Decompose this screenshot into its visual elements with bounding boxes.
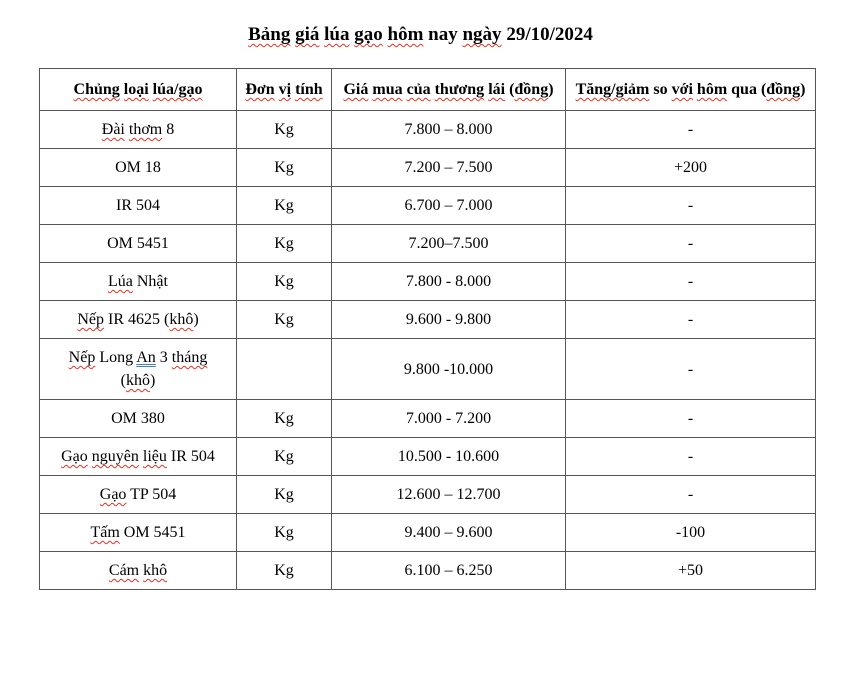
spellcheck-wavy-underline: thơm	[128, 121, 163, 138]
table-row	[40, 301, 816, 339]
spellcheck-wavy-underline: đồng	[514, 81, 549, 98]
unit-cell: Kg	[237, 149, 332, 187]
price-cell: 6.700 – 7.000	[332, 187, 566, 225]
spellcheck-wavy-underline: Nếp	[68, 349, 96, 366]
table-row	[40, 552, 816, 590]
spellcheck-wavy-underline: Tăng/giảm	[575, 81, 650, 98]
unit-cell: Kg	[237, 514, 332, 552]
row-name-cell: Gạo TP 504	[40, 476, 237, 514]
spellcheck-wavy-underline: gạo	[354, 24, 383, 45]
table-row	[40, 149, 816, 187]
row-name-cell: Lúa Nhật	[40, 263, 237, 301]
change-cell: +50	[566, 552, 816, 590]
column-header-change: Tăng/giảm so với hôm qua (đồng)	[566, 69, 816, 111]
unit-cell: Kg	[237, 400, 332, 438]
table-row	[40, 400, 816, 438]
row-name-cell: OM 380	[40, 400, 237, 438]
table-row	[40, 187, 816, 225]
spellcheck-wavy-underline: giá	[295, 24, 320, 45]
spellcheck-wavy-underline: tháng	[171, 349, 208, 366]
row-name-cell: Tấm OM 5451	[40, 514, 237, 552]
spellcheck-wavy-underline: loại	[123, 81, 149, 98]
spellcheck-wavy-underline: hôm	[387, 24, 424, 45]
table-row	[40, 476, 816, 514]
row-name-cell: Nếp IR 4625 (khô)	[40, 301, 237, 339]
change-cell: -	[566, 438, 816, 476]
change-cell: -100	[566, 514, 816, 552]
spellcheck-wavy-underline: Đài	[101, 121, 125, 138]
spellcheck-wavy-underline: Chủng	[73, 81, 120, 98]
spellcheck-wavy-underline: với	[671, 81, 693, 98]
spellcheck-wavy-underline: Nếp	[77, 311, 104, 328]
price-table	[39, 68, 816, 590]
spellcheck-wavy-underline: Gạo	[61, 448, 88, 465]
unit-cell: Kg	[237, 263, 332, 301]
spellcheck-wavy-underline: Tấm	[90, 524, 120, 541]
spellcheck-wavy-underline: khô	[126, 372, 150, 389]
spellcheck-wavy-underline: Bảng	[248, 24, 291, 45]
table-row	[40, 514, 816, 552]
table-row	[40, 339, 816, 400]
price-cell: 6.100 – 6.250	[332, 552, 566, 590]
spellcheck-wavy-underline: ngày	[462, 24, 502, 45]
change-cell: -	[566, 187, 816, 225]
spellcheck-wavy-underline: lái	[488, 81, 506, 98]
change-cell: -	[566, 476, 816, 514]
spellcheck-wavy-underline: lúa/gạo	[152, 81, 203, 98]
spellcheck-wavy-underline: thương	[434, 81, 485, 98]
price-cell: 7.200–7.500	[332, 225, 566, 263]
table-row	[40, 263, 816, 301]
spellcheck-wavy-underline: Giá	[343, 81, 369, 98]
change-cell: -	[566, 400, 816, 438]
unit-cell: Kg	[237, 476, 332, 514]
unit-cell: Kg	[237, 225, 332, 263]
page	[0, 23, 841, 590]
spellcheck-wavy-underline: lúa	[324, 24, 350, 45]
table-row	[40, 438, 816, 476]
page-title: Bảng giá lúa gạo hôm nay ngày 29/10/2024	[248, 24, 593, 45]
row-name-cell: Đài thơm 8	[40, 111, 237, 149]
spellcheck-wavy-underline: Cám	[108, 562, 140, 579]
row-name-cell: Nếp Long An 3 tháng (khô)	[40, 339, 237, 400]
table-body	[40, 111, 816, 590]
spellcheck-wavy-underline: vị	[278, 81, 292, 98]
price-cell: 9.400 – 9.600	[332, 514, 566, 552]
spellcheck-wavy-underline: liệu	[142, 448, 167, 465]
spellcheck-wavy-underline: mua	[372, 81, 403, 98]
unit-cell: Kg	[237, 552, 332, 590]
spellcheck-wavy-underline: khô	[169, 311, 194, 328]
price-cell: 9.600 - 9.800	[332, 301, 566, 339]
price-cell: 9.800 -10.000	[332, 339, 566, 400]
table-row	[40, 225, 816, 263]
change-cell: -	[566, 339, 816, 400]
price-cell: 12.600 – 12.700	[332, 476, 566, 514]
spellcheck-wavy-underline: Gạo	[99, 486, 127, 503]
row-name-cell: Gạo nguyên liệu IR 504	[40, 438, 237, 476]
spellcheck-wavy-underline: đồng	[766, 81, 801, 98]
change-cell: -	[566, 301, 816, 339]
spellcheck-wavy-underline: Đơn	[245, 81, 275, 98]
table-row	[40, 111, 816, 149]
spellcheck-wavy-underline: của	[406, 81, 431, 98]
row-name-cell	[40, 552, 237, 590]
unit-cell: Kg	[237, 438, 332, 476]
change-cell: +200	[566, 149, 816, 187]
spellcheck-wavy-underline: tính	[295, 81, 323, 98]
grammar-double-underline: An	[136, 349, 156, 366]
change-cell: -	[566, 263, 816, 301]
spellcheck-wavy-underline: khô	[143, 562, 168, 579]
table-header	[40, 69, 816, 111]
price-cell: 10.500 - 10.600	[332, 438, 566, 476]
spellcheck-wavy-underline: nguyên	[91, 448, 139, 465]
unit-cell	[237, 339, 332, 400]
price-cell: 7.800 - 8.000	[332, 263, 566, 301]
column-header-type	[40, 69, 237, 111]
column-header-unit	[237, 69, 332, 111]
change-cell: -	[566, 111, 816, 149]
row-name-cell: IR 504	[40, 187, 237, 225]
row-name-cell: OM 5451	[40, 225, 237, 263]
price-cell: 7.000 - 7.200	[332, 400, 566, 438]
column-header-price: Giá mua của thương lái (đồng)	[332, 69, 566, 111]
unit-cell: Kg	[237, 301, 332, 339]
unit-cell: Kg	[237, 187, 332, 225]
unit-cell: Kg	[237, 111, 332, 149]
price-cell: 7.800 – 8.000	[332, 111, 566, 149]
price-cell: 7.200 – 7.500	[332, 149, 566, 187]
change-cell: -	[566, 225, 816, 263]
header-row	[40, 69, 816, 111]
spellcheck-wavy-underline: hôm	[696, 81, 728, 98]
spellcheck-wavy-underline: Lúa	[108, 273, 133, 290]
row-name-cell: OM 18	[40, 149, 237, 187]
